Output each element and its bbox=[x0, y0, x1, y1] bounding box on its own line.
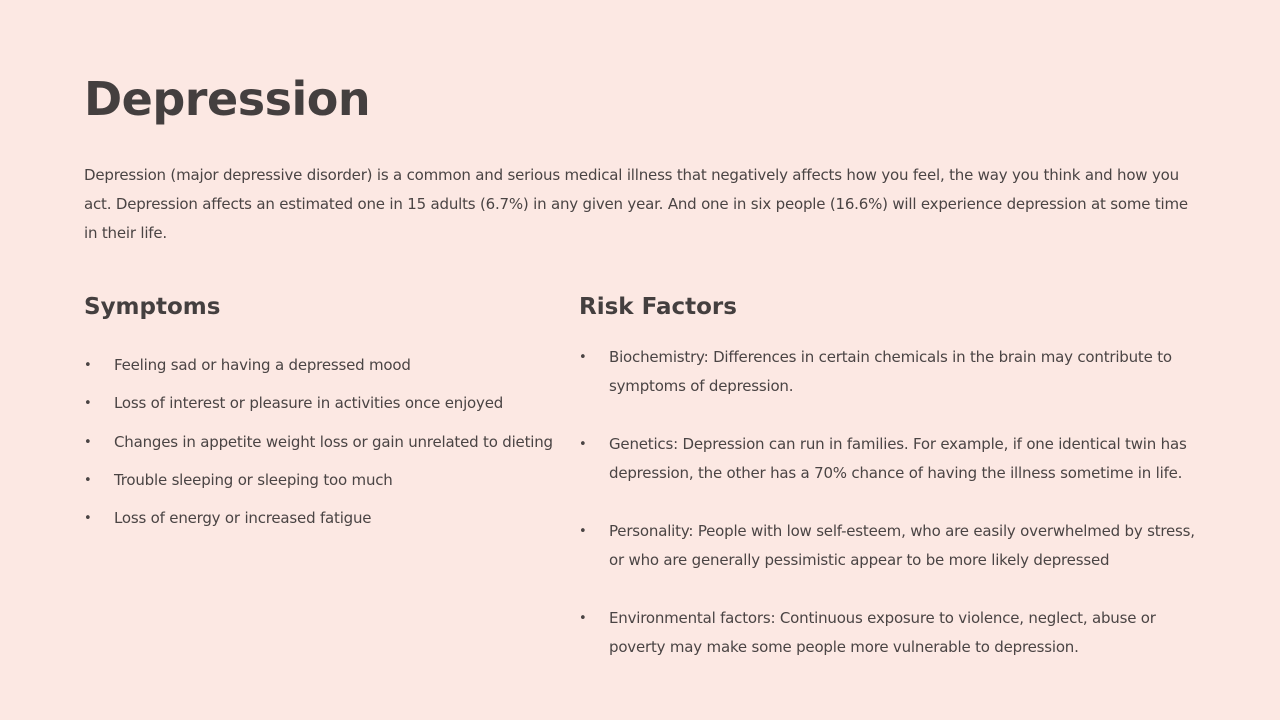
bullet-icon: • bbox=[84, 358, 92, 373]
symptoms-heading: Symptoms bbox=[84, 294, 221, 320]
list-item-text: Feeling sad or having a depressed mood bbox=[114, 356, 411, 374]
list-item-text: Personality: People with low self-esteem, who are easily overwhelmed by stress, or who are generally pessimistic appear to be more likely depressed bbox=[609, 522, 1195, 569]
list-item bbox=[579, 517, 1199, 575]
page-title: Depression bbox=[84, 72, 371, 126]
bullet-icon: • bbox=[84, 511, 92, 527]
list-item bbox=[84, 504, 554, 533]
list-item-text: Loss of interest or pleasure in activities once enjoyed bbox=[114, 394, 504, 413]
bullet-icon: • bbox=[84, 396, 92, 412]
symptoms-list bbox=[84, 351, 554, 542]
list-item-text: Biochemistry: Differences in certain chemicals in the brain may contribute to symptoms of depression. bbox=[609, 348, 1172, 395]
list-item-text: Loss of energy or increased fatigue bbox=[114, 509, 372, 528]
bullet-icon: • bbox=[84, 434, 92, 450]
list-item bbox=[84, 428, 554, 457]
list-item bbox=[84, 389, 554, 418]
bullet-icon: • bbox=[579, 350, 587, 365]
bullet-icon: • bbox=[579, 437, 587, 452]
list-item-text: Environmental factors: Continuous exposure to violence, neglect, abuse or poverty may make some people more vulnerable to depression. bbox=[609, 609, 1156, 656]
list-item bbox=[84, 466, 554, 495]
list-item-text: Changes in appetite weight loss or gain unrelated to dieting bbox=[114, 432, 553, 451]
list-item bbox=[579, 430, 1199, 488]
intro-paragraph: Depression (major depressive disorder) is a common and serious medical illness that negatively affects how you feel, the way you think and how you act. Depression affects an estimated one in 15 adults (6.7%) in any given year. And one in six people (16.6%) will experience depression at some time in their life. bbox=[84, 166, 1188, 242]
risk-factors-heading: Risk Factors bbox=[579, 294, 737, 320]
bullet-icon: • bbox=[579, 524, 587, 539]
list-item-text: Trouble sleeping or sleeping too much bbox=[114, 470, 393, 489]
list-item bbox=[84, 351, 554, 380]
list-item bbox=[579, 343, 1199, 401]
list-item bbox=[579, 604, 1199, 662]
bullet-icon: • bbox=[84, 472, 92, 488]
bullet-icon: • bbox=[579, 611, 587, 626]
list-item-text: Genetics: Depression can run in families. For example, if one identical twin has depression, the other has a 70% chance of having the illness sometime in life. bbox=[609, 435, 1187, 482]
risk-factors-list bbox=[579, 343, 1219, 691]
